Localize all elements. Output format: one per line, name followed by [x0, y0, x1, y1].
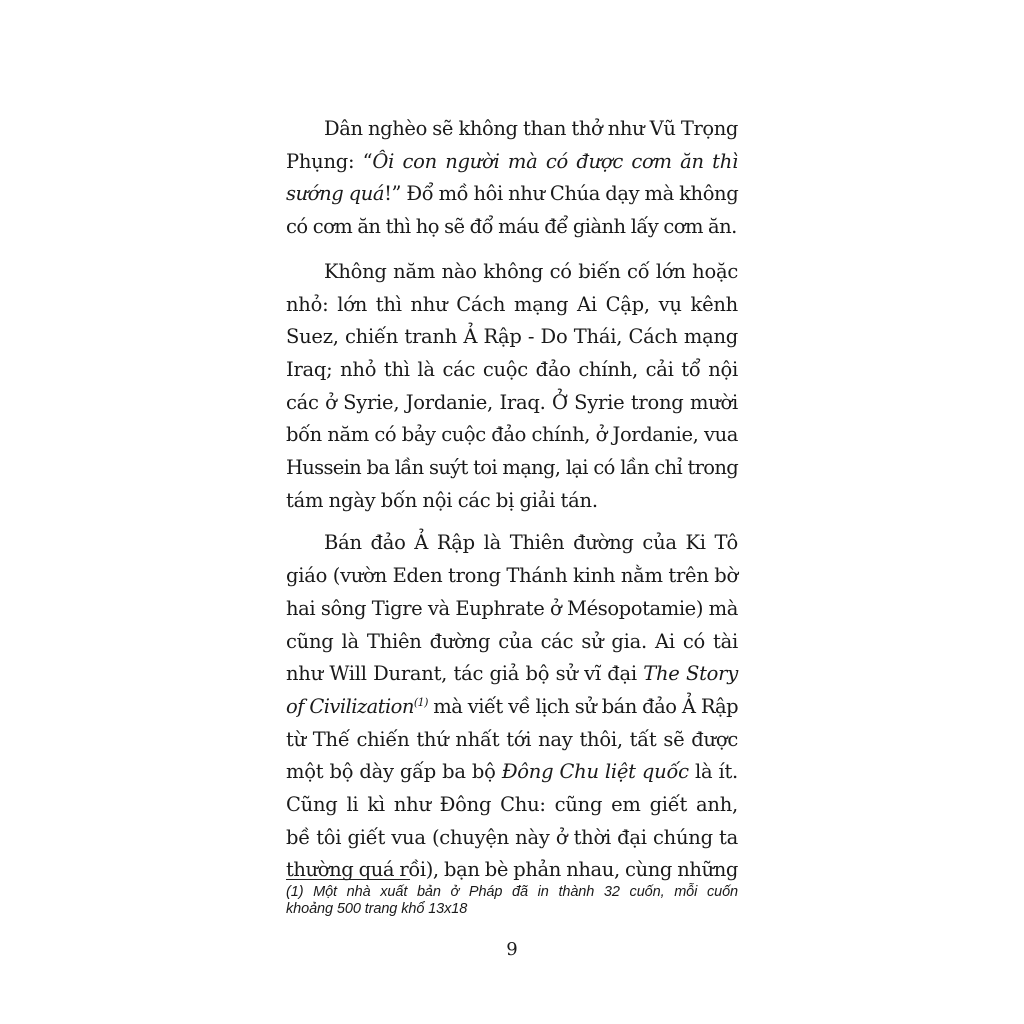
- italic-quote: sướng quá: [286, 182, 385, 206]
- text-line: cũng là Thiên đường của các sử gia. Ai có tài: [286, 629, 738, 653]
- text-line: giáo (vườn Eden trong Thánh kinh nằm trên bờ: [286, 564, 738, 588]
- text-span: một bộ dày gấp ba bộ: [286, 760, 502, 784]
- text-line: bốn năm có bảy cuộc đảo chính, ở Jordanie, vua: [286, 423, 738, 447]
- footnote-ref: (1): [413, 695, 428, 709]
- text-line: thường quá rồi), bạn bè phản nhau, cùng những: [286, 858, 738, 882]
- text-line: Iraq; nhỏ thì là các cuộc đảo chính, cải tổ nội: [286, 357, 738, 381]
- text-line: [286, 756, 738, 789]
- text-line: Cũng li kì như Đông Chu: cũng em giết anh,: [286, 793, 738, 817]
- text-line: [286, 658, 738, 691]
- text-span: như Will Durant, tác giả bộ sử vĩ đại: [286, 662, 644, 686]
- paragraph-3: [286, 527, 738, 887]
- paragraph-1: [286, 113, 738, 244]
- text-line: bề tôi giết vua (chuyện này ở thời đại chúng ta: [286, 825, 738, 849]
- text-line: [286, 146, 738, 179]
- page-number: 9: [506, 939, 518, 960]
- footnote: [286, 884, 738, 918]
- book-title: Đông Chu liệt quốc: [501, 760, 689, 784]
- footnote-line: khoảng 500 trang khổ 13x18: [286, 901, 468, 917]
- text-line: [286, 178, 738, 211]
- text-span: là ít.: [688, 760, 738, 784]
- text-span: Phụng: “: [286, 149, 373, 173]
- text-line: nhỏ: lớn thì như Cách mạng Ai Cập, vụ kênh: [286, 292, 738, 316]
- text-line: có cơm ăn thì họ sẽ đổ máu để giành lấy cơm ăn.: [286, 215, 737, 239]
- footnote-divider: [286, 879, 410, 880]
- book-title: The Story: [643, 662, 738, 686]
- text-line: từ Thế chiến thứ nhất tới nay thôi, tất sẽ được: [286, 727, 738, 751]
- text-line: các ở Syrie, Jordanie, Iraq. Ở Syrie trong mười: [286, 390, 738, 414]
- text-line: hai sông Tigre và Euphrate ở Mésopotamie) mà: [286, 596, 738, 620]
- text-line: Hussein ba lần suýt toi mạng, lại có lần chỉ trong: [286, 456, 738, 480]
- footnote-line: (1) Một nhà xuất bản ở Pháp đã in thành 32 cuốn, mỗi cuốn: [286, 884, 738, 900]
- text-line: tám ngày bốn nội các bị giải tán.: [286, 488, 598, 512]
- text-line: Không năm nào không có biến cố lớn hoặc: [324, 259, 738, 283]
- text-span: mà viết về lịch sử bán đảo Ả Rập: [427, 694, 738, 718]
- text-line: Dân nghèo sẽ không than thở như Vũ Trọng: [324, 117, 738, 140]
- paragraph-2: [286, 256, 738, 518]
- text-line: [286, 691, 738, 724]
- italic-quote: Ôi con người mà có được cơm ăn thì: [372, 149, 738, 173]
- text-span: !” Đổ mồ hôi như Chúa dạy mà không: [384, 182, 739, 206]
- text-line: Suez, chiến tranh Ả Rập - Do Thái, Cách mạng: [286, 325, 738, 349]
- book-title: of Civilization: [286, 694, 414, 718]
- book-page-text: [286, 113, 738, 887]
- text-line: Bán đảo Ả Rập là Thiên đường của Ki Tô: [324, 531, 738, 555]
